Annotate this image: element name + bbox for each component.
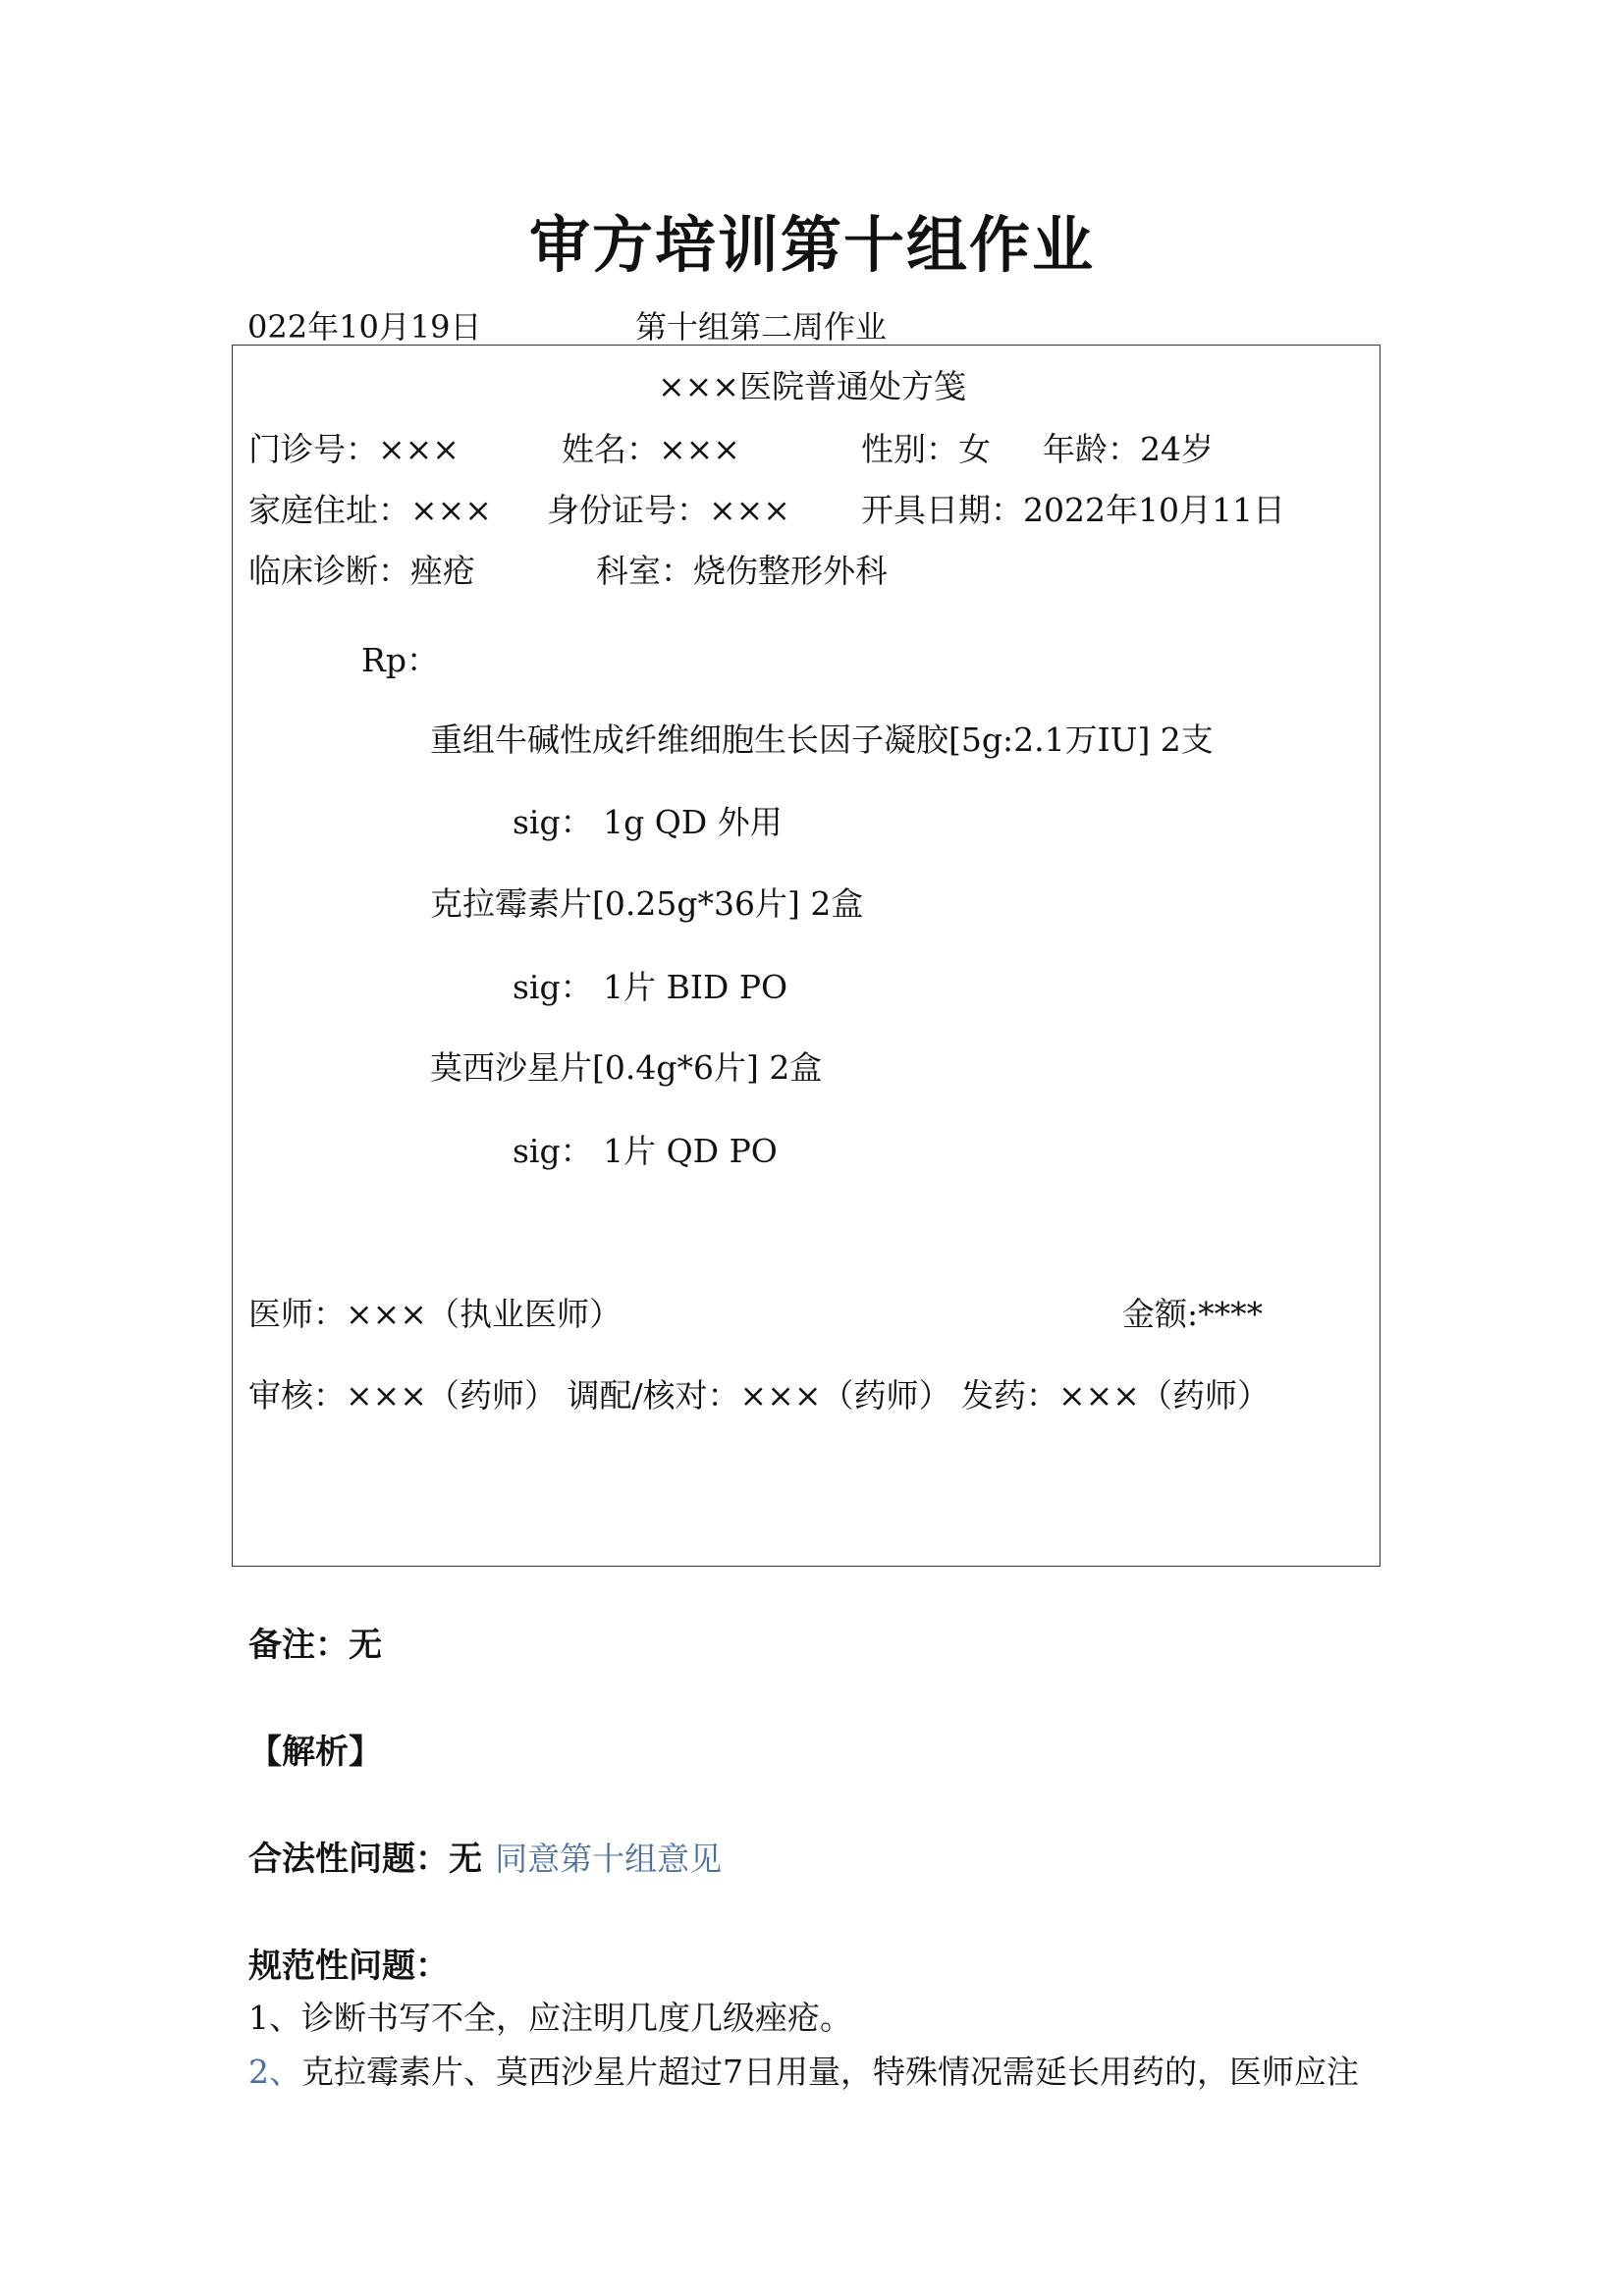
legality-line (248, 1832, 722, 1880)
patient-id-number: 身份证号：××× (547, 491, 790, 529)
standard-issue-2 (248, 2047, 1359, 2093)
patient-age: 年龄：24岁 (1043, 430, 1214, 468)
remark: 备注：无 (248, 1626, 382, 1665)
rp-label: Rp： (361, 641, 439, 679)
assignment-date: 022年10月19日 (247, 308, 482, 346)
department: 科室：烧伤整形外科 (596, 552, 888, 590)
standard-issue-2-text: 克拉霉素片、莫西沙星片超过7日用量，特殊情况需延长用药的，医师应注 (301, 2053, 1359, 2091)
drug-3-sig: sig： 1片 QD PO (513, 1132, 778, 1170)
analysis-heading: 【解析】 (248, 1733, 382, 1772)
legality-label: 合法性问题：无 (248, 1840, 482, 1879)
doctor-signature: 医师：×××（执业医师） (248, 1295, 622, 1333)
amount: 金额:**** (1122, 1295, 1264, 1333)
standard-issues-heading: 规范性问题： (248, 1947, 449, 1986)
prescription-heading: ×××医院普通处方笺 (658, 367, 966, 405)
legality-comment: 同意第十组意见 (495, 1840, 723, 1878)
clinical-diagnosis: 临床诊断：痤疮 (248, 552, 475, 590)
patient-address: 家庭住址：××× (248, 491, 492, 529)
pharmacist-review-line: 审核：×××（药师） 调配/核对：×××（药师） 发药：×××（药师） (248, 1376, 1270, 1415)
outpatient-number: 门诊号：××× (248, 430, 460, 468)
patient-sex: 性别：女 (861, 430, 991, 468)
drug-1-sig: sig： 1g QD 外用 (513, 803, 783, 841)
patient-name: 姓名：××× (562, 430, 740, 468)
drug-1-name: 重组牛碱性成纤维细胞生长因子凝胶[5g:2.1万IU] 2支 (430, 721, 1214, 759)
drug-3-name: 莫西沙星片[0.4g*6片] 2盒 (430, 1048, 823, 1087)
standard-issue-2-number: 2、 (248, 2053, 301, 2091)
drug-2-name: 克拉霉素片[0.25g*36片] 2盒 (430, 884, 864, 923)
assignment-label: 第十组第二周作业 (635, 308, 888, 346)
page-title: 审方培训第十组作业 (528, 209, 1095, 281)
drug-2-sig: sig： 1片 BID PO (513, 968, 788, 1006)
standard-issue-1: 1、诊断书写不全，应注明几度几级痤疮。 (248, 1999, 852, 2037)
issue-date: 开具日期：2022年10月11日 (861, 491, 1285, 529)
